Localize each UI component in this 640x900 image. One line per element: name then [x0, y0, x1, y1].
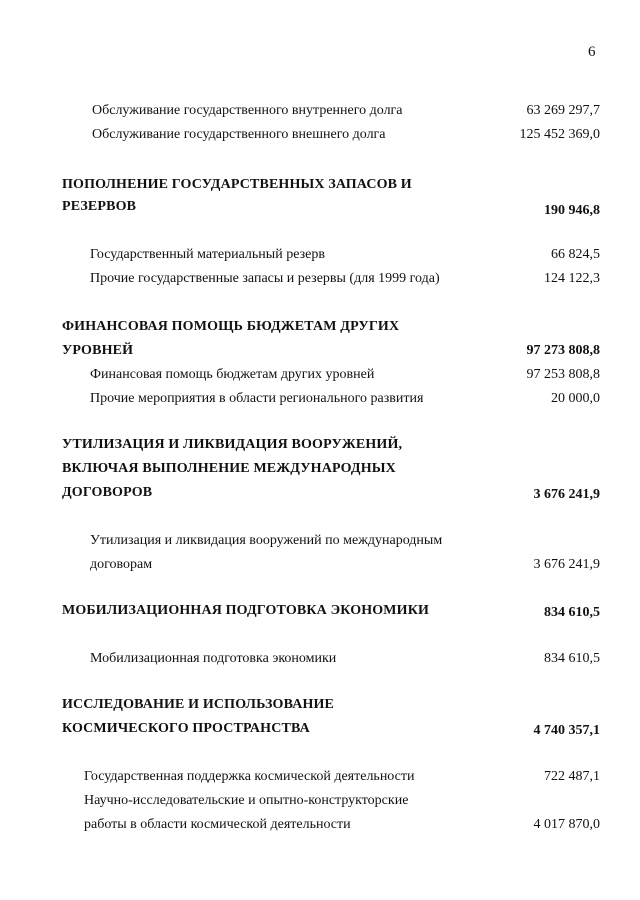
item-label: Обслуживание государственного внешнего долга: [92, 127, 386, 142]
item-value: 125 452 369,0: [519, 127, 600, 142]
section-title-line: УТИЛИЗАЦИЯ И ЛИКВИДАЦИЯ ВООРУЖЕНИЙ,: [62, 437, 403, 452]
section-title-line: ДОГОВОРОВ: [62, 485, 153, 500]
item-value: 124 122,3: [544, 271, 600, 286]
item-value: 722 487,1: [544, 769, 600, 784]
section-title-line: РЕЗЕРВОВ: [62, 199, 137, 214]
item-label-line: Научно-исследовательские и опытно-конструкторские: [84, 793, 409, 808]
item-value: 97 253 808,8: [526, 367, 600, 382]
section-title-line: ФИНАНСОВАЯ ПОМОЩЬ БЮДЖЕТАМ ДРУГИХ: [62, 319, 400, 334]
section-title-line: КОСМИЧЕСКОГО ПРОСТРАНСТВА: [62, 721, 310, 736]
item-value: 3 676 241,9: [533, 557, 600, 572]
section-title-line: ПОПОЛНЕНИЕ ГОСУДАРСТВЕННЫХ ЗАПАСОВ И: [62, 177, 412, 192]
item-value: 834 610,5: [544, 651, 600, 666]
section-total: 4 740 357,1: [533, 723, 600, 738]
item-label: Прочие государственные запасы и резервы (для 1999 года): [90, 271, 440, 286]
item-label: Финансовая помощь бюджетам других уровней: [90, 367, 375, 382]
section-total: 97 273 808,8: [526, 343, 600, 358]
item-label-line: договорам: [90, 557, 153, 572]
item-label: Мобилизационная подготовка экономики: [90, 651, 337, 666]
section-title-line: УРОВНЕЙ: [62, 343, 134, 358]
page-number: 6: [588, 44, 596, 60]
item-label: Государственный материальный резерв: [90, 247, 325, 262]
section-total: 190 946,8: [544, 203, 600, 218]
section-total: 834 610,5: [544, 605, 600, 620]
section-title-line: ИССЛЕДОВАНИЕ И ИСПОЛЬЗОВАНИЕ: [62, 697, 335, 712]
item-value: 63 269 297,7: [526, 103, 600, 118]
item-label: Государственная поддержка космической деятельности: [84, 769, 415, 784]
item-label: Прочие мероприятия в области регионального развития: [90, 391, 424, 406]
section-total: 3 676 241,9: [533, 487, 600, 502]
item-value: 66 824,5: [551, 247, 600, 262]
section-title-line: МОБИЛИЗАЦИОННАЯ ПОДГОТОВКА ЭКОНОМИКИ: [62, 603, 430, 618]
item-value: 4 017 870,0: [533, 817, 600, 832]
item-label: Обслуживание государственного внутреннего долга: [92, 103, 403, 118]
section-title-line: ВКЛЮЧАЯ ВЫПОЛНЕНИЕ МЕЖДУНАРОДНЫХ: [62, 461, 396, 476]
item-label-line: Утилизация и ликвидация вооружений по международным: [90, 533, 443, 548]
item-value: 20 000,0: [551, 391, 600, 406]
item-label-line: работы в области космической деятельности: [84, 817, 351, 832]
